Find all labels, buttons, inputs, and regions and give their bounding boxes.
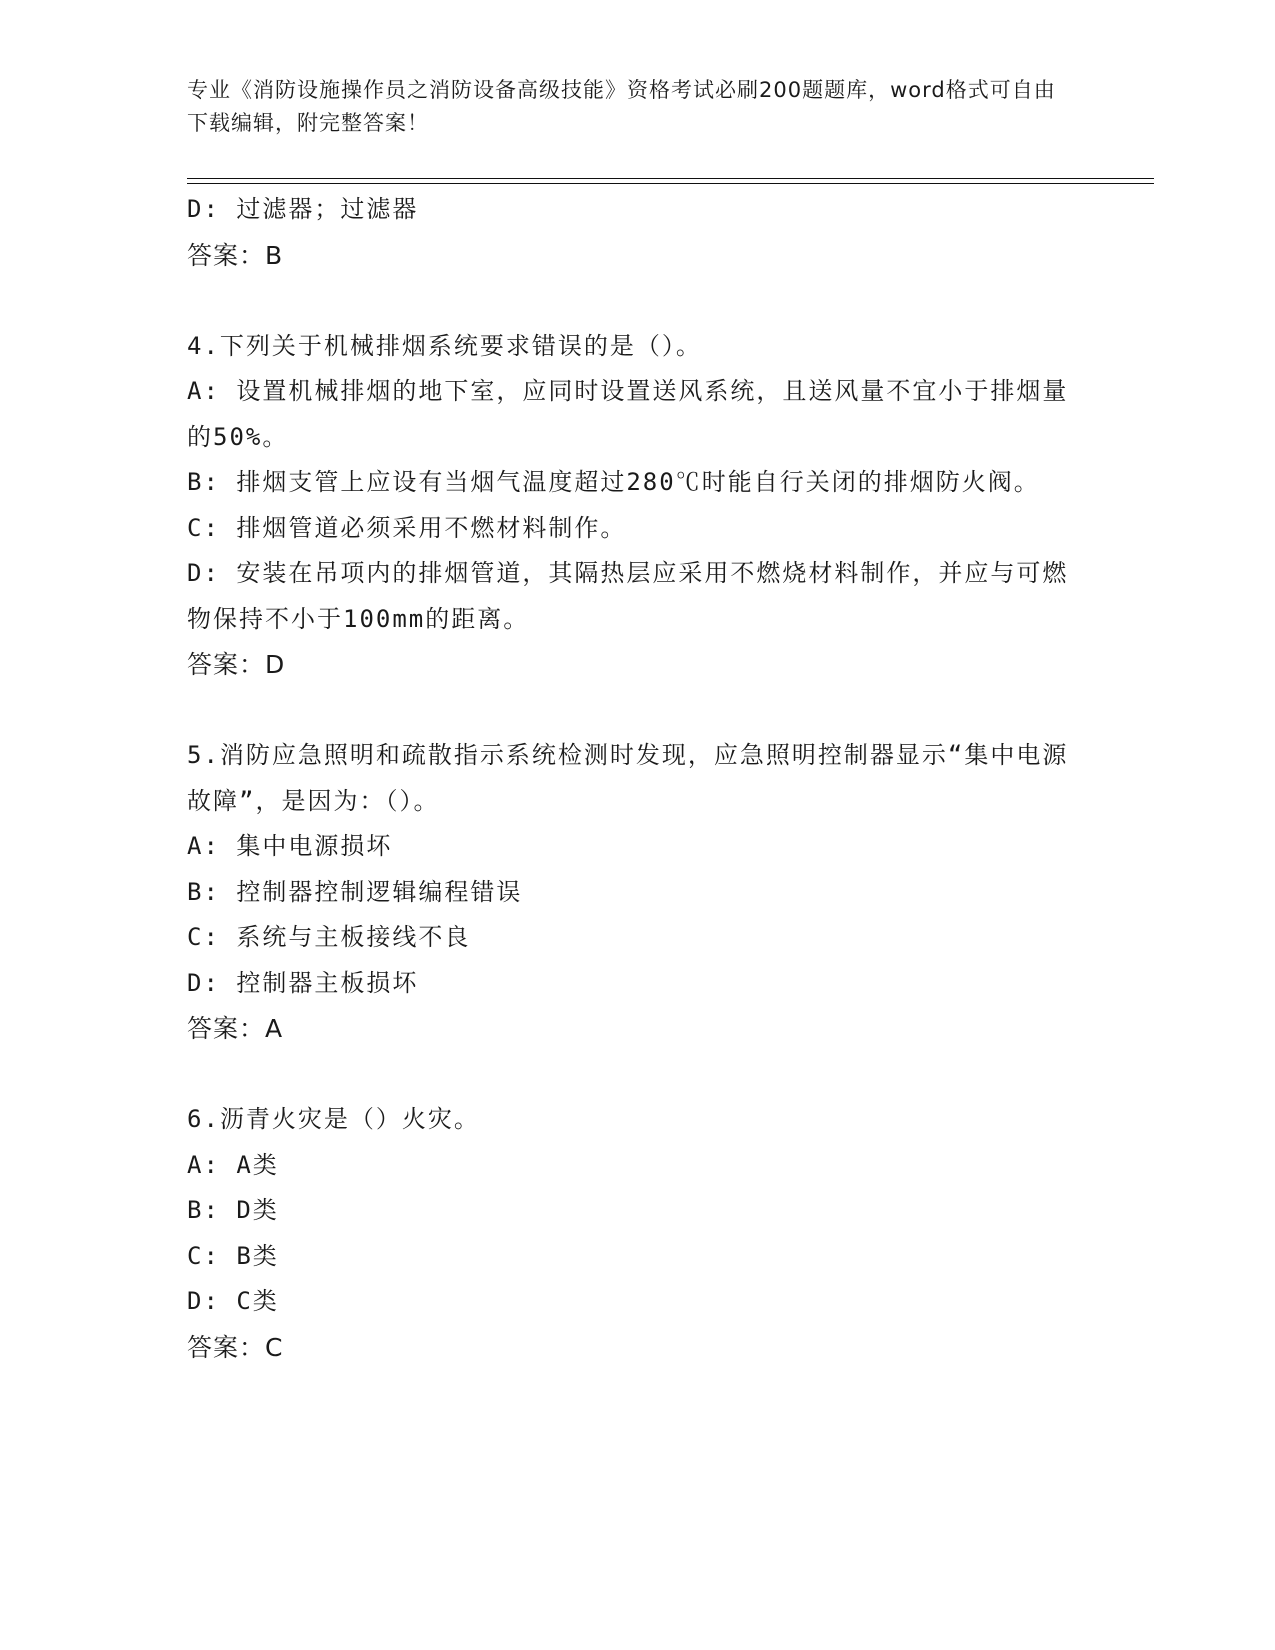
option-b: B: 控制器控制逻辑编程错误 (187, 877, 523, 906)
document-header: 专业《消防设施操作员之消防设备高级技能》资格考试必刷200题题库，word格式可自由下载编辑，附完整答案！ (187, 78, 1056, 135)
option-a: A: 集中电源损坏 (187, 832, 393, 860)
option-c: C: B类 (187, 1241, 279, 1270)
spacer (187, 1052, 1077, 1098)
answer-label: 答案：C (187, 1332, 284, 1362)
option-b: B: D类 (187, 1196, 279, 1224)
answer-label: 答案：A (187, 1014, 284, 1043)
answer-label: 答案：B (187, 240, 284, 270)
header-rule-bottom (187, 183, 1154, 184)
option-d: D: 过滤器；过滤器 (187, 195, 419, 223)
answer-label: 答案：D (187, 650, 286, 679)
option-c: C: 排烟管道必须采用不燃材料制作。 (187, 513, 627, 542)
question-content (187, 187, 1077, 1370)
option-d: D: 控制器主板损坏 (187, 968, 419, 997)
question-stem-5: 5.消防应急照明和疏散指示系统检测时发现，应急照明控制器显示“集中电源故障”，是因为：（）。 (187, 741, 1069, 815)
option-d: D: C类 (187, 1287, 279, 1315)
question-stem-4: 4.下列关于机械排烟系统要求错误的是（）。 (187, 331, 702, 360)
option-c: C: 系统与主板接线不良 (187, 923, 471, 951)
option-b: B: 排烟支管上应设有当烟气温度超过280℃时能自行关闭的排烟防火阀。 (187, 468, 1040, 496)
option-a: A: 设置机械排烟的地下室，应同时设置送风系统，且送风量不宜小于排烟量的50%。 (187, 377, 1069, 451)
option-a: A: A类 (187, 1150, 279, 1179)
header-rule-top (187, 178, 1154, 179)
spacer (187, 278, 1077, 324)
spacer (187, 688, 1077, 734)
question-stem-6: 6.沥青火灾是（）火灾。 (187, 1105, 480, 1133)
option-d: D: 安装在吊项内的排烟管道，其隔热层应采用不燃烧材料制作，并应与可燃物保持不小于100mm的距离。 (187, 559, 1069, 633)
